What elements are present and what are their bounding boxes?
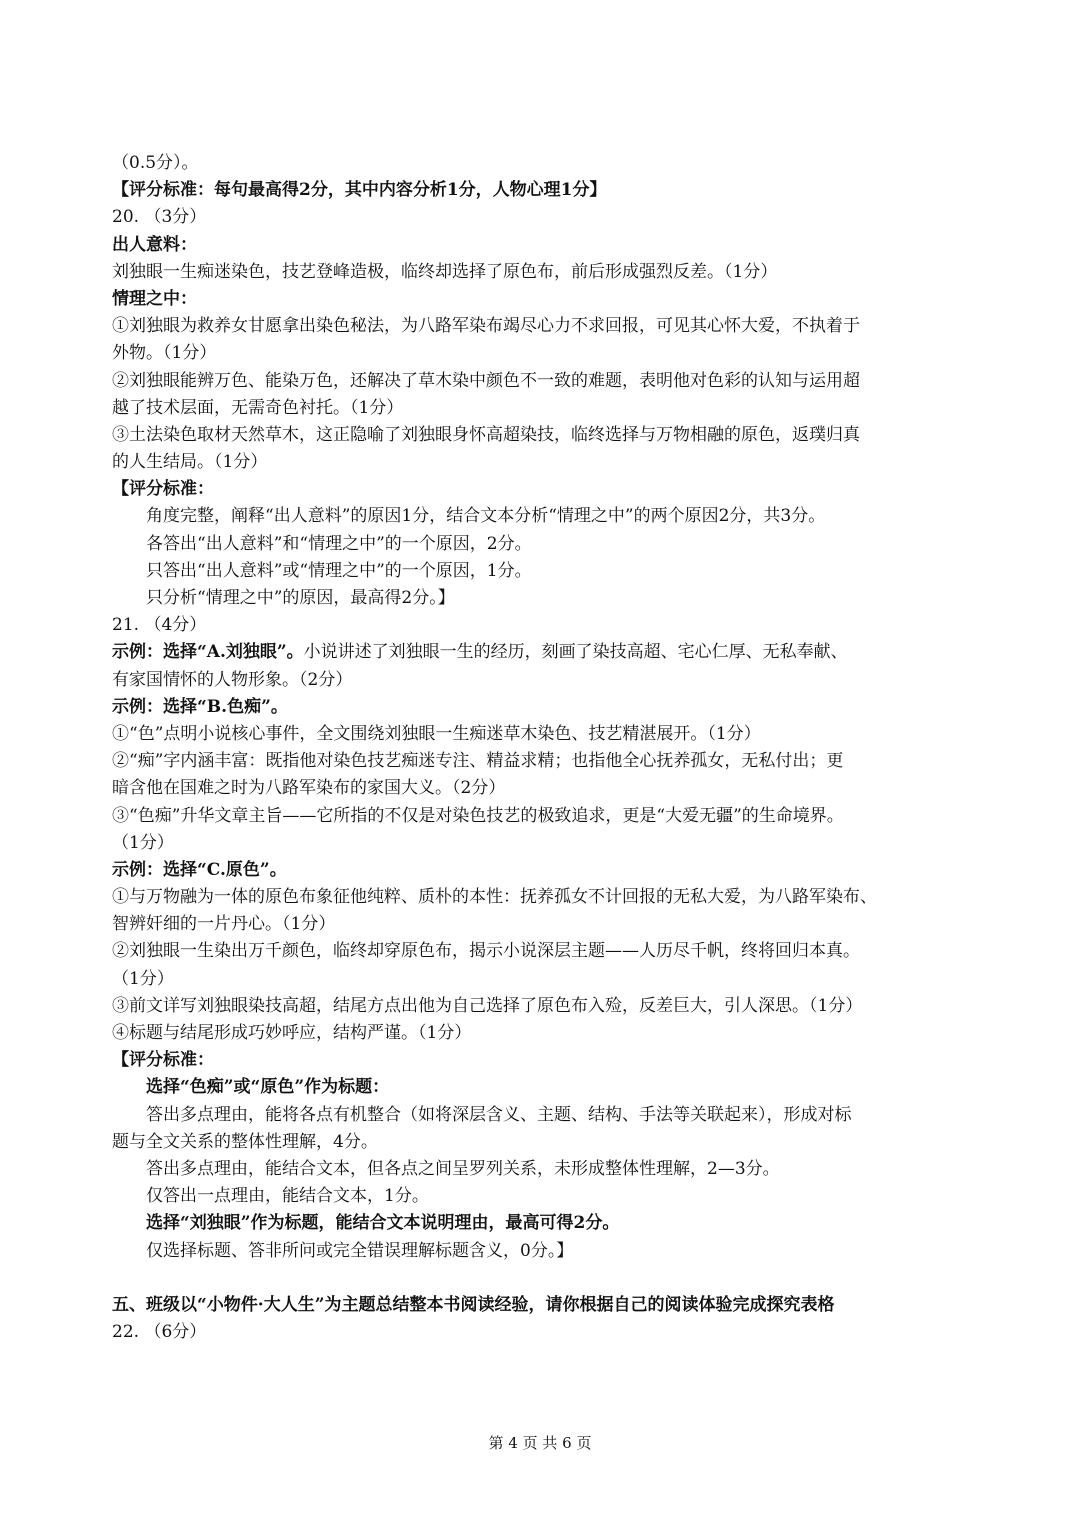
text-line: 角度完整，阐释“出人意料”的原因1分，结合文本分析“情理之中”的两个原因2分，共3分。 xyxy=(146,506,826,527)
subheading: 选择“色痴”或“原色”作为标题： xyxy=(146,1077,390,1098)
section-heading: 情理之中： xyxy=(112,288,197,309)
spacer xyxy=(112,1265,972,1292)
text-line: 答出多点理由，能结合文本，但各点之间呈罗列关系，未形成整体性理解，2—3分。 xyxy=(146,1158,780,1179)
text-line: 各答出“出人意料”和“情理之中”的一个原因，2分。 xyxy=(146,533,532,554)
page-footer: 第 4 页 共 6 页 xyxy=(488,1434,592,1452)
text-line: 仅答出一点理由，能结合文本，1分。 xyxy=(146,1186,429,1207)
text-line: ③土法染色取材天然草木，这正隐喻了刘独眼身怀高超染技，临终选择与万物相融的原色，返璞归真 xyxy=(112,424,860,445)
example-label: 示例：选择“A.刘独眼”。 xyxy=(112,642,304,663)
question-number: 21. （4分） xyxy=(112,615,207,636)
section-title: 五、班级以“小物件·大人生”为主题总结整本书阅读经验，请你根据自己的阅读体验完成探究表格 xyxy=(112,1294,835,1315)
text-line: 外物。（1分） xyxy=(112,343,217,364)
text-line: ②“痴”字内涵丰富：既指他对染色技艺痴迷专注、精益求精；也指他全心抚养孤女，无私付出；更 xyxy=(112,751,844,772)
scoring-standard-heading: 【评分标准： xyxy=(112,1050,214,1071)
text-line: 答出多点理由，能将各点有机整合（如将深层含义、主题、结构、手法等关联起来），形成对标 xyxy=(146,1104,852,1125)
scoring-standard-heading: 【评分标准： xyxy=(112,479,214,500)
text-line: ③前文详写刘独眼染技高超，结尾方点出他为自己选择了原色布入殓，反差巨大，引人深思。（1分） xyxy=(112,995,863,1016)
text-line: 只答出“出人意料”或“情理之中”的一个原因，1分。 xyxy=(146,560,532,581)
example-line xyxy=(112,639,972,666)
question-number: 20. （3分） xyxy=(112,207,207,228)
text-line: ①与万物融为一体的原色布象征他纯粹、质朴的本性：抚养孤女不计回报的无私大爱，为八路军染布、 xyxy=(112,887,877,908)
text-line: 的人生结局。（1分） xyxy=(112,452,268,473)
text-line: 暗含他在国难之时为八路军染布的家国大义。（2分） xyxy=(112,778,506,799)
example-label: 示例：选择“B.色痴”。 xyxy=(112,696,288,717)
question-number: 22. （6分） xyxy=(112,1321,207,1342)
text-line: 越了技术层面，无需奇色衬托。（1分） xyxy=(112,397,404,418)
text-line: 有家国情怀的人物形象。（2分） xyxy=(112,669,353,690)
section-heading: 出人意料： xyxy=(112,234,197,255)
text-line: ①刘独眼为救养女甘愿拿出染色秘法，为八路军染布竭尽心力不求回报，可见其心怀大爱，不执着于 xyxy=(112,316,860,337)
text-line: ②刘独眼一生染出万千颜色，临终却穿原色布，揭示小说深层主题——人历尽千帆，终将回归本真。 xyxy=(112,941,860,962)
text-line: （1分） xyxy=(112,832,174,853)
document-body xyxy=(112,150,972,1346)
text-line: 题与全文关系的整体性理解，4分。 xyxy=(112,1131,378,1152)
text-line: ④标题与结尾形成巧妙呼应，结构严谨。（1分） xyxy=(112,1023,472,1043)
text-line: 刘独眼一生痴迷染色，技艺登峰造极，临终却选择了原色布，前后形成强烈反差。（1分） xyxy=(112,261,778,282)
text-line: ②刘独眼能辨万色、能染万色，还解决了草木染中颜色不一致的难题，表明他对色彩的认知与运用超 xyxy=(112,370,860,391)
subheading: 选择“刘独眼”作为标题，能结合文本说明理由，最高可得2分。 xyxy=(146,1213,620,1234)
text-line: （1分） xyxy=(112,968,174,989)
text-line: ①“色”点明小说核心事件，全文围绕刘独眼一生痴迷草木染色、技艺精湛展开。（1分） xyxy=(112,723,761,744)
text-line: （0.5分）。 xyxy=(112,153,199,173)
text-line: 智辨奸细的一片丹心。（1分） xyxy=(112,914,336,935)
example-label: 示例：选择“C.原色”。 xyxy=(112,859,287,880)
text-line: ③“色痴”升华文章主旨——它所指的不仅是对染色技艺的极致追求，更是“大爱无疆”的生命境界。 xyxy=(112,805,844,826)
example-text: 小说讲述了刘独眼一生的经历，刻画了染技高超、宅心仁厚、无私奉献、 xyxy=(303,642,848,663)
text-line: 仅选择标题、答非所问或完全错误理解标题含义，0分。】 xyxy=(146,1240,574,1261)
scoring-standard: 【评分标准：每句最高得2分，其中内容分析1分，人物心理1分】 xyxy=(112,180,607,201)
text-line: 只分析“情理之中”的原因，最高得2分。】 xyxy=(146,588,455,608)
